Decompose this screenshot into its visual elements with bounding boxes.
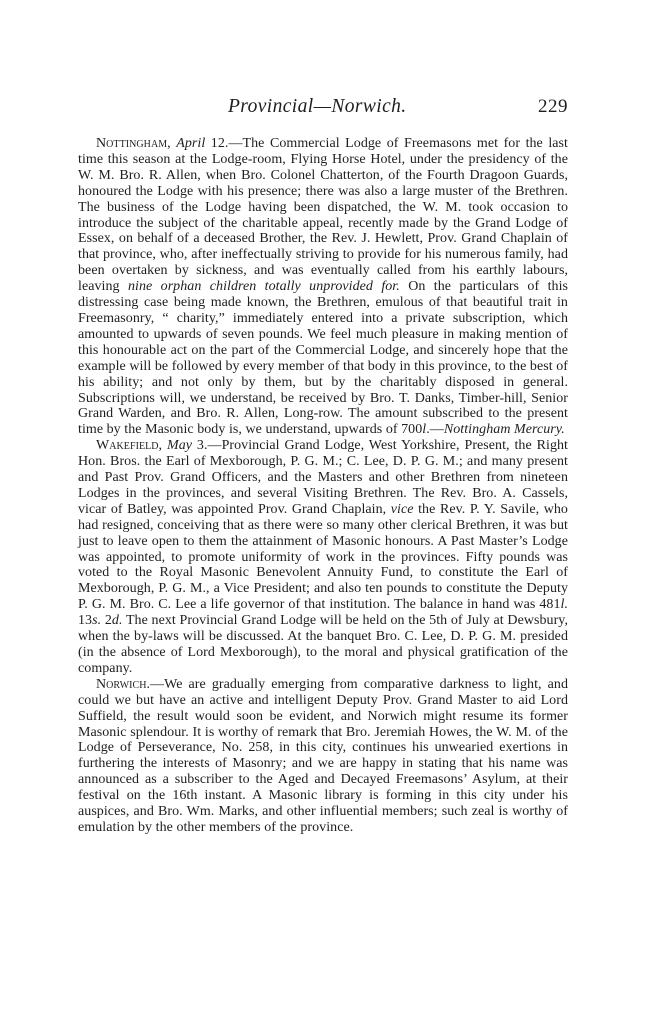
place-name-nottingham: Nottingham, [96,136,171,151]
body-text: On the particulars of this distressing case being made known, the Brethren, emulous of that beautiful trait in Freemasonry, “ charity,” immediately entered into a private subscription, which amounted to upwards of seven pounds. We feel much pleasure in making mention of this honourable act on the part of the Commercial Lodge, and sincerely hope that the example will be followed by every member of that body in this province, to the best of his ability; and not only by them, but by the charitably disposed in general. Subscriptions will, we understand, be received by Bro. T. Danks, Timber-hill, Senior Grand Warden, and Bro. R. Allen, Long-row. The amount subscribed to the present time by the Masonic body is, we understand, upwards of 700 [78,279,569,438]
date-nottingham: April [176,136,206,151]
paragraph-nottingham [78,136,568,438]
date-wakefield: May [167,438,193,454]
place-name-norwich: Norwich. [96,676,151,692]
punctuation: .— [426,422,444,438]
currency-unit: s. [92,613,102,629]
currency-unit: l [422,422,427,438]
currency-unit: d. [111,613,123,629]
body-text: 3.—Provincial Grand Lodge, West Yorkshire, Present, the Right Hon. Bros. the Earl of Mexborough, P. G. M.; C. Lee, D. P. G. M.; and many present and Past Prov. Grand Officers, and the Masters and other Brethren from nineteen Lodges in the provinces, and several Visiting Brethren. The Rev. Bro. A. Cassels, vicar of Batley, was appointed Prov. Grand Chaplain, [78,438,568,517]
body-text: —We are gradually emerging from comparative darkness to light, and could we but have an active and intelligent Deputy Prov. Grand Master to aid Lord Suffield, the result would soon be evident, and Norwich might resume its former Masonic splendour. It is worthy of remark that Bro. Jeremiah Howes, the W. M. of the Lodge of Perseverance, No. 258, in this city, continues his unwearied exertions in furthering the interests of Masonry; and we are happy in stating that his name was announced as a subscriber to the Aged and Decayed Freemasons’ Asylum, at their festival on the 16th instant. A Masonic library is forming in this city under his auspices, and Bro. Wm. Marks, and other influential members; such zeal is worthy of emulation by the other members of the province. [78,676,568,835]
body-text: 12.—The Commercial Lodge of Freemasons met for the last time this season at the Lodge-room, Flying Horse Hotel, under the presidency of the W. M. Bro. R. Allen, when Bro. Colonel Chatterton, of the Fourth Dragoon Guards, honoured the Lodge with his presence; there was also a large muster of the Brethren. The business of the Lodge having been dispatched, the W. M. took occasion to introduce the subject of the charitable appeal, recently made by the Grand Lodge of Essex, on behalf of a deceased Brother, the Rev. J. Hewlett, Prov. Grand Chaplain of that province, who, after ineffectually striving to provide for his numerous family, had been overtaken by sickness, and was eventually called from his earthly labours, leaving [78,136,568,295]
currency-unit: l. [560,597,568,613]
body-text: 2 [101,613,112,629]
paragraph-wakefield [78,438,568,677]
body-text: The next Provincial Grand Lodge will be held on the 5th of July at Dewsbury, when the by-laws will be discussed. At the banquet Bro. C. Lee, D. P. G. M. presided (in the absence of Lord Mexborough), to the moral and physical gratification of the company. [78,613,568,676]
body-text: the Rev. P. Y. Savile, who had resigned, conceiving that as there were so many other clerical Brethren, it was but just to leave open to them the attainment of Masonic honours. A Past Master’s Lodge was appointed, to promote uniformity of work in the provinces. Fifty pounds was voted to the Royal Masonic Benevolent Annuity Fund, to constitute the Earl of Mexborough, P. G. M., a Vice President; and also ten pounds to constitute the Deputy P. G. M. Bro. C. Lee a life governor of that institution. The balance in hand was 481 [78,501,568,613]
page-number: 229 [538,96,568,117]
body-text: 13 [78,613,93,629]
emphasis-text: nine orphan children totally unprovided for. [127,279,400,295]
paragraph-norwich [78,677,568,836]
latin-term: vice [390,501,414,517]
place-name-wakefield: Wakefield, [96,438,163,454]
running-title: Provincial—Norwich. [228,96,407,117]
page-header [78,96,568,136]
book-page [78,96,568,836]
source-citation: Nottingham Mercury. [443,422,565,438]
